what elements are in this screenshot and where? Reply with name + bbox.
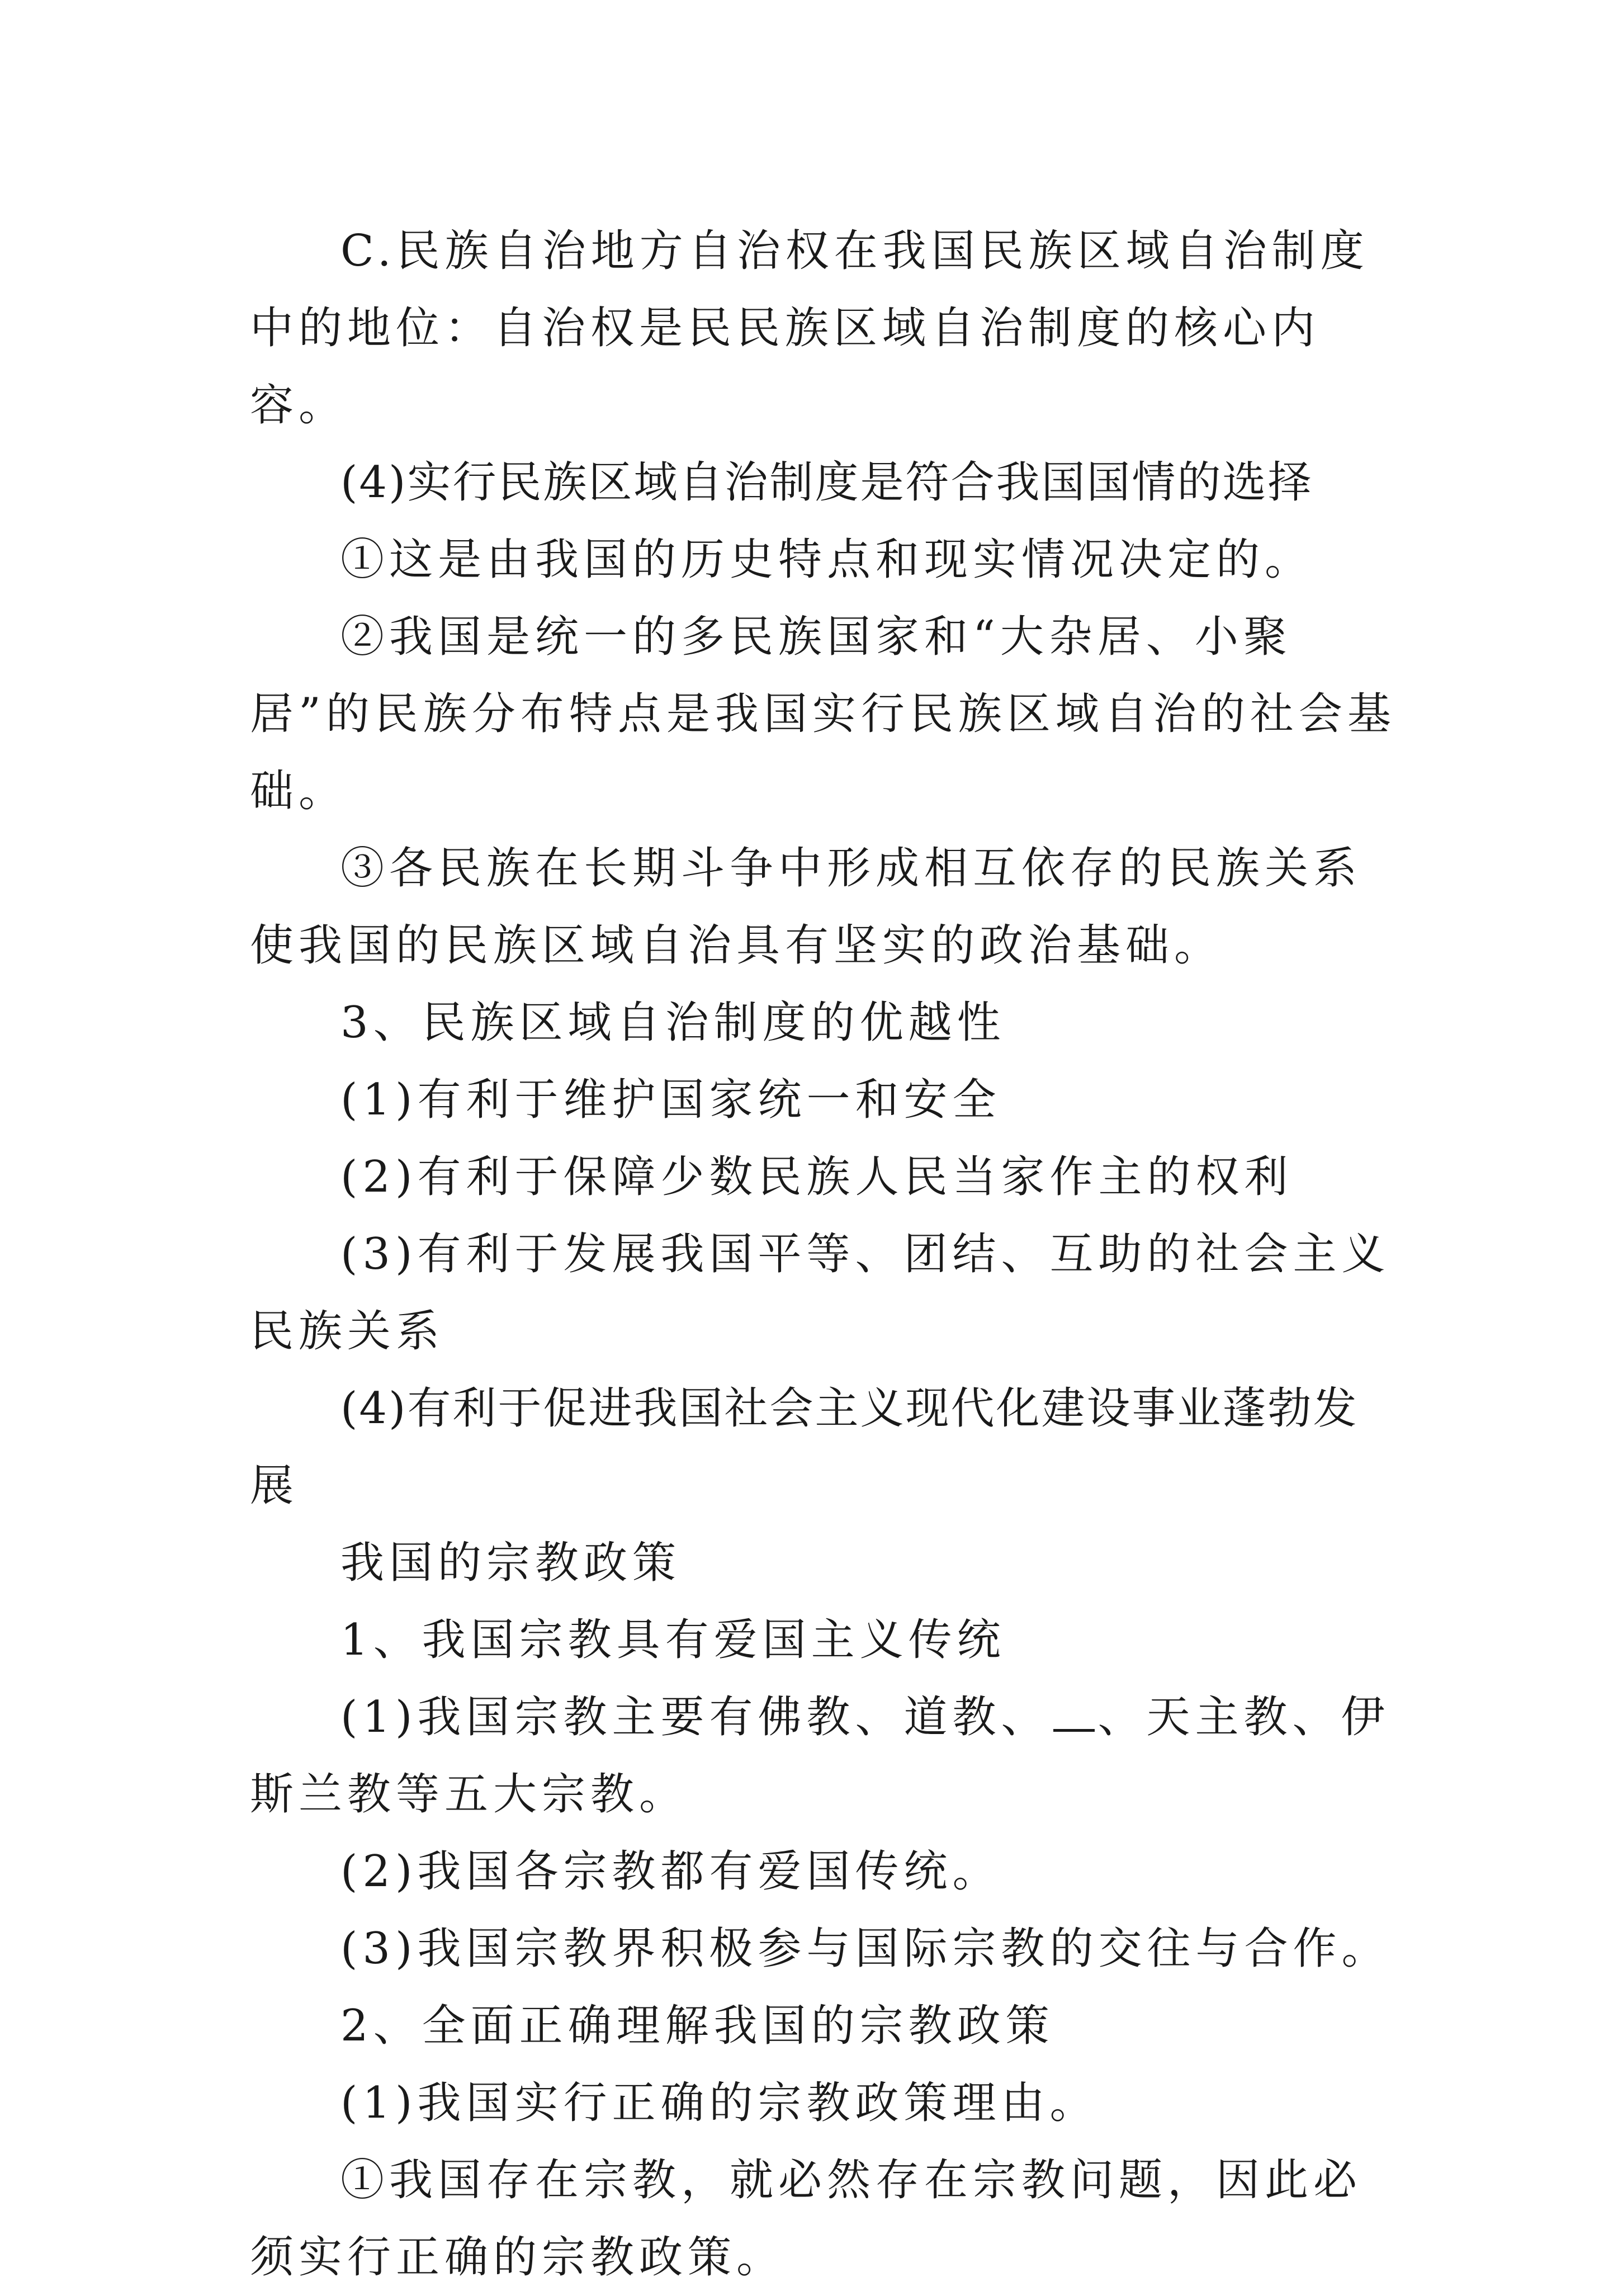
paragraph-advantage-3: (3)有利于发展我国平等、团结、互助的社会主义民族关系 [250, 1229, 1390, 1357]
paragraph-advantage-1: (1)有利于维护国家统一和安全 [340, 1075, 1001, 1125]
paragraph-autonomy-status: C.民族自治地方自治权在我国民族区域自治制度中的地位：自治权是民民族区域自治制度的核心内容。 [250, 226, 1369, 431]
paragraph-heading-4-choice: (4)实行民族区域自治制度是符合我国国情的选择 [340, 457, 1313, 508]
paragraph-patriotic-tradition: (2)我国各宗教都有爱国传统。 [340, 1846, 1001, 1897]
paragraph-policy-reason-1: ①我国存在宗教，就必然存在宗教问题，因此必须实行正确的宗教政策。 [250, 2155, 1362, 2283]
fill-in-blank [1053, 1694, 1095, 1732]
paragraph-advantage-4: (4)有利于促进我国社会主义现代化建设事业蓬勃发展 [250, 1383, 1359, 1511]
paragraph-section-3-heading: 3、民族区域自治制度的优越性 [340, 998, 1006, 1048]
paragraph-policy-reason-heading: (1)我国实行正确的宗教政策理由。 [340, 2078, 1099, 2128]
paragraph-five-religions [250, 1679, 1396, 1833]
paragraph-religion-section-2: 2、全面正确理解我国的宗教政策 [340, 2001, 1054, 2051]
five-religions-text-before: (1)我国宗教主要有佛教、道教、 [340, 1692, 1050, 1742]
paragraph-religion-section-1: 1、我国宗教具有爱国主义传统 [340, 1615, 1006, 1665]
five-religions-text-after: 、天主教、伊斯兰教等五大宗教。 [250, 1692, 1390, 1820]
paragraph-religion-policy-heading: 我国的宗教政策 [340, 1538, 682, 1588]
paragraph-reason-1: ①这是由我国的历史特点和现实情况决定的。 [340, 535, 1314, 585]
document-body [250, 212, 1396, 2296]
paragraph-reason-2: ②我国是统一的多民族国家和“大杂居、小聚居”的民族分布特点是我国实行民族区域自治的社会基础。 [250, 612, 1396, 816]
paragraph-international-cooperation: (3)我国宗教界积极参与国际宗教的交往与合作。 [340, 1924, 1390, 1974]
paragraph-reason-3: ③各民族在长期斗争中形成相互依存的民族关系使我国的民族区域自治具有坚实的政治基础。 [250, 843, 1362, 971]
paragraph-advantage-2: (2)有利于保障少数民族人民当家作主的权利 [340, 1152, 1293, 1202]
